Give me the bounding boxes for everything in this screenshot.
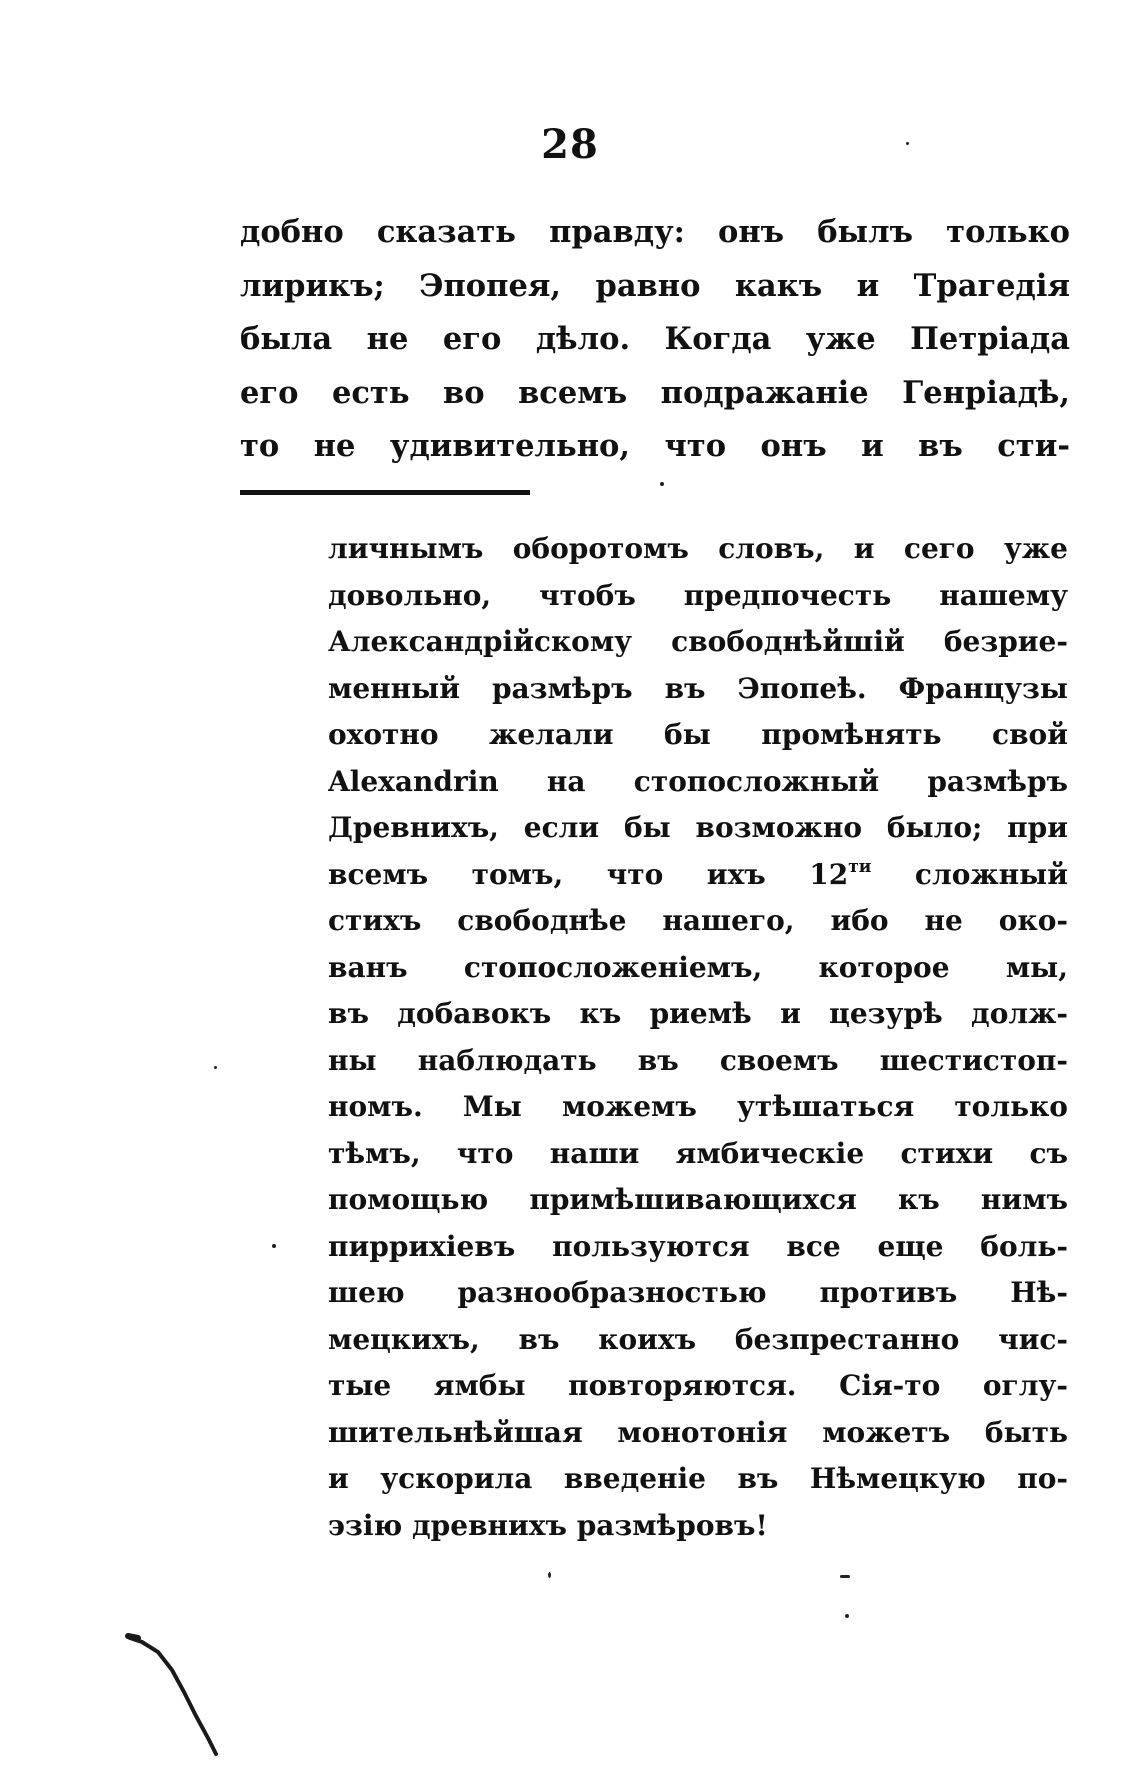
main-text-line: лирикъ; Эпопея, равно какъ и Трагедія xyxy=(240,267,1070,304)
footnote-separator-rule xyxy=(240,490,530,495)
footnote-line: помощью примѣшивающихся къ нимъ xyxy=(328,1183,1068,1216)
footnote-line: ванъ стопосложеніемъ, которое мы, xyxy=(328,950,1068,984)
footnote-line: мецкихъ, въ коихъ безпрестанно чис- xyxy=(328,1322,1068,1356)
footnote-line: личнымъ оборотомъ словъ, и сего уже xyxy=(328,532,1068,565)
main-text-line: добно сказать правду: онъ былъ только xyxy=(240,214,1070,250)
scan-speck xyxy=(214,1066,217,1069)
footnote-line: Древнихъ, если бы возможно было; при xyxy=(328,811,1068,844)
footnote-line: шею разнообразностью противъ Нѣ- xyxy=(328,1276,1068,1309)
footnote-line: пиррихіевъ пользуются все еще боль- xyxy=(328,1229,1068,1263)
scan-speck xyxy=(845,1614,849,1618)
footnote-line: тѣмъ, что наши ямбическіе стихи съ xyxy=(328,1136,1068,1170)
superscript-ordinal: ти xyxy=(848,856,872,877)
page-number: 28 xyxy=(541,121,599,168)
scan-speck xyxy=(548,1572,551,1578)
scan-speck xyxy=(840,1575,850,1578)
footnote-line-tail: сложный xyxy=(871,857,1068,891)
scan-speck xyxy=(906,142,909,145)
scan-scratch-mark xyxy=(124,1630,234,1760)
main-text-line: его есть во всемъ подражаніе Генріадѣ, xyxy=(240,374,1070,411)
footnote-line: стихъ свободнѣе нашего, ибо не око- xyxy=(328,904,1068,937)
main-text xyxy=(240,206,1070,474)
main-text-line: то не удивительно, что онъ и въ сти- xyxy=(240,428,1070,464)
footnote-line: и ускорила введеніе въ Нѣмецкую по- xyxy=(328,1462,1068,1495)
footnote-line: Alexandrin на стопосложный размѣръ xyxy=(328,764,1068,798)
footnote-text xyxy=(328,526,1068,1549)
footnote-line: въ добавокъ къ риемѣ и цезурѣ долж- xyxy=(328,997,1068,1030)
scan-speck xyxy=(272,1244,276,1248)
footnote-line: ны наблюдать въ своемъ шестистоп- xyxy=(328,1043,1068,1077)
footnote-line-with-superscript xyxy=(328,852,1068,899)
footnote-line: эзію древнихъ размѣровъ! xyxy=(328,1508,768,1542)
footnote-line: охотно желали бы промѣнять свой xyxy=(328,718,1068,751)
footnote-line: менный размѣръ въ Эпопеѣ. Французы xyxy=(328,671,1068,705)
footnote-line: тые ямбы повторяются. Сія-то оглу- xyxy=(328,1369,1068,1402)
scan-speck xyxy=(660,482,664,486)
footnote-line: Александрійскому свободнѣйшій безрие- xyxy=(328,625,1068,658)
footnote-line: шительнѣйшая монотонія можетъ быть xyxy=(328,1415,1068,1449)
main-text-line: была не его дѣло. Когда уже Петріада xyxy=(240,321,1070,357)
footnote-line: номъ. Мы можемъ утѣшаться только xyxy=(328,1090,1068,1123)
footnote-line: довольно, чтобъ предпочесть нашему xyxy=(328,578,1068,612)
footnote-line-head: всемъ томъ, что ихъ 12 xyxy=(328,857,849,891)
